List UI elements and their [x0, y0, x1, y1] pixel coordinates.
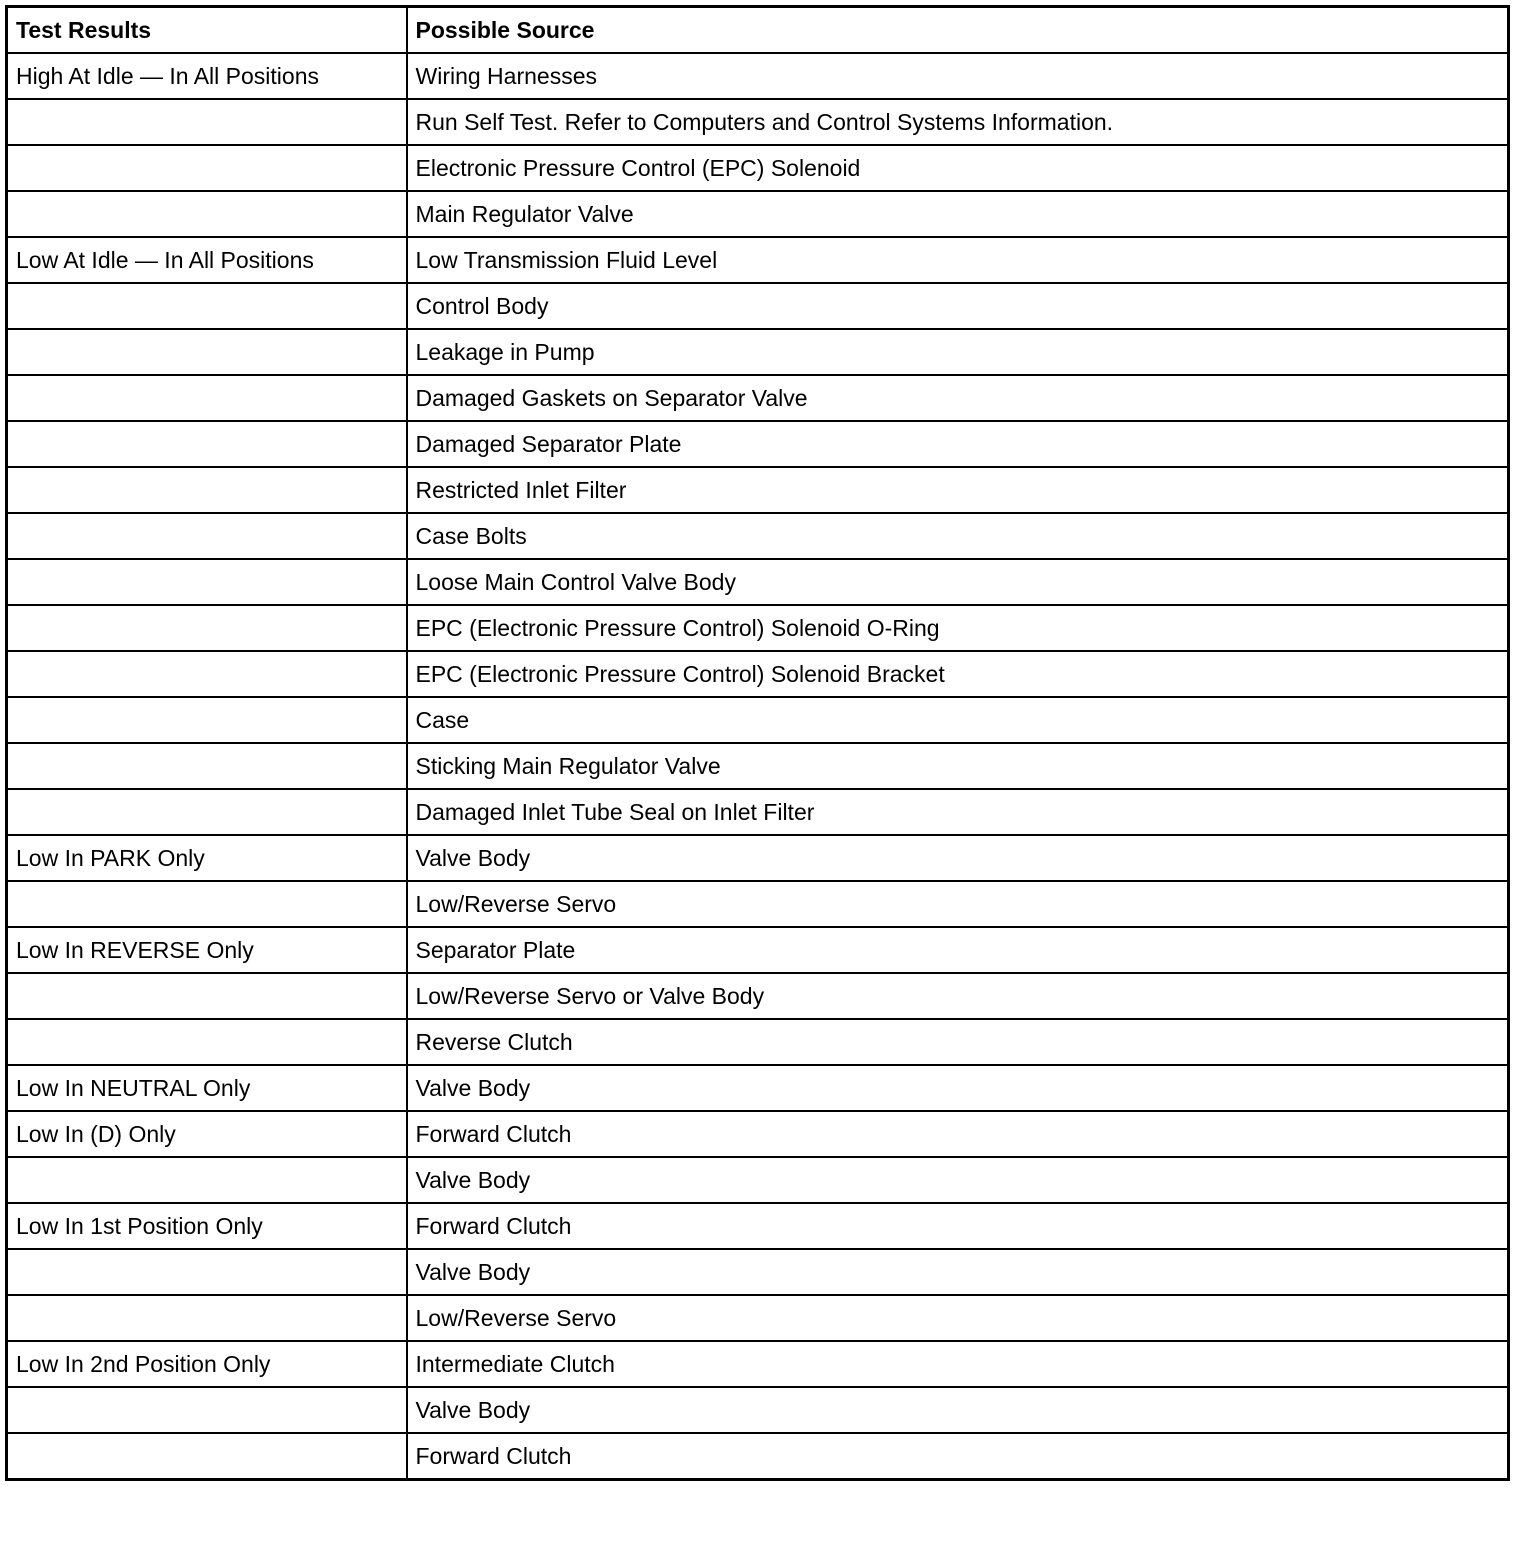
test-result-cell [7, 1433, 407, 1480]
possible-source-cell: Run Self Test. Refer to Computers and Control Systems Information. [407, 99, 1509, 145]
table-row [7, 191, 1509, 237]
test-result-cell [7, 973, 407, 1019]
possible-source-cell: Control Body [407, 283, 1509, 329]
possible-source-cell: Damaged Gaskets on Separator Valve [407, 375, 1509, 421]
table-row [7, 697, 1509, 743]
table-row [7, 1295, 1509, 1341]
possible-source-cell: Forward Clutch [407, 1203, 1509, 1249]
table-row [7, 53, 1509, 99]
test-result-cell: Low At Idle — In All Positions [7, 237, 407, 283]
table-row [7, 375, 1509, 421]
table-header-row [7, 7, 1509, 54]
possible-source-cell: EPC (Electronic Pressure Control) Solenoid Bracket [407, 651, 1509, 697]
table-body [7, 53, 1509, 1480]
possible-source-cell: Low/Reverse Servo [407, 1295, 1509, 1341]
possible-source-cell: Electronic Pressure Control (EPC) Solenoid [407, 145, 1509, 191]
test-result-cell [7, 651, 407, 697]
table-row [7, 1019, 1509, 1065]
test-result-cell: Low In (D) Only [7, 1111, 407, 1157]
possible-source-cell: Valve Body [407, 1065, 1509, 1111]
table-row [7, 329, 1509, 375]
possible-source-cell: Valve Body [407, 1157, 1509, 1203]
table-row [7, 1249, 1509, 1295]
test-result-cell [7, 605, 407, 651]
table-row [7, 1433, 1509, 1480]
table-row [7, 881, 1509, 927]
table-row [7, 237, 1509, 283]
possible-source-cell: Leakage in Pump [407, 329, 1509, 375]
possible-source-cell: Damaged Separator Plate [407, 421, 1509, 467]
table-row [7, 421, 1509, 467]
test-result-cell: Low In REVERSE Only [7, 927, 407, 973]
possible-source-cell: Low/Reverse Servo or Valve Body [407, 973, 1509, 1019]
test-result-cell [7, 1157, 407, 1203]
table-row [7, 559, 1509, 605]
header-possible-source: Possible Source [407, 7, 1509, 54]
test-result-cell [7, 467, 407, 513]
test-result-cell [7, 283, 407, 329]
possible-source-cell: Damaged Inlet Tube Seal on Inlet Filter [407, 789, 1509, 835]
table-row [7, 283, 1509, 329]
test-result-cell [7, 789, 407, 835]
table-row [7, 1065, 1509, 1111]
possible-source-cell: Reverse Clutch [407, 1019, 1509, 1065]
test-result-cell: High At Idle — In All Positions [7, 53, 407, 99]
test-result-cell [7, 375, 407, 421]
possible-source-cell: Low Transmission Fluid Level [407, 237, 1509, 283]
test-result-cell: Low In 2nd Position Only [7, 1341, 407, 1387]
table-row [7, 973, 1509, 1019]
test-result-cell [7, 559, 407, 605]
table-row [7, 835, 1509, 881]
test-result-cell: Low In PARK Only [7, 835, 407, 881]
table-row [7, 99, 1509, 145]
table-row [7, 651, 1509, 697]
possible-source-cell: Valve Body [407, 835, 1509, 881]
test-result-cell [7, 697, 407, 743]
possible-source-cell: Forward Clutch [407, 1433, 1509, 1480]
test-result-cell [7, 881, 407, 927]
possible-source-cell: Intermediate Clutch [407, 1341, 1509, 1387]
test-result-cell [7, 1387, 407, 1433]
test-result-cell [7, 145, 407, 191]
table-row [7, 467, 1509, 513]
header-test-results: Test Results [7, 7, 407, 54]
possible-source-cell: Low/Reverse Servo [407, 881, 1509, 927]
test-result-cell: Low In NEUTRAL Only [7, 1065, 407, 1111]
table-row [7, 1341, 1509, 1387]
test-result-cell [7, 99, 407, 145]
test-result-cell [7, 191, 407, 237]
test-result-cell [7, 1295, 407, 1341]
possible-source-cell: EPC (Electronic Pressure Control) Solenoid O-Ring [407, 605, 1509, 651]
table-row [7, 145, 1509, 191]
table-row [7, 743, 1509, 789]
table-row [7, 1387, 1509, 1433]
test-result-cell [7, 421, 407, 467]
possible-source-cell: Loose Main Control Valve Body [407, 559, 1509, 605]
diagnosis-table [5, 5, 1510, 1481]
table-row [7, 605, 1509, 651]
possible-source-cell: Forward Clutch [407, 1111, 1509, 1157]
table-row [7, 1203, 1509, 1249]
possible-source-cell: Case [407, 697, 1509, 743]
test-result-cell [7, 329, 407, 375]
table-row [7, 1111, 1509, 1157]
table-row [7, 1157, 1509, 1203]
test-result-cell [7, 1019, 407, 1065]
table-row [7, 789, 1509, 835]
test-result-cell [7, 513, 407, 559]
possible-source-cell: Valve Body [407, 1387, 1509, 1433]
possible-source-cell: Case Bolts [407, 513, 1509, 559]
possible-source-cell: Wiring Harnesses [407, 53, 1509, 99]
table-row [7, 513, 1509, 559]
test-result-cell [7, 1249, 407, 1295]
possible-source-cell: Main Regulator Valve [407, 191, 1509, 237]
test-result-cell: Low In 1st Position Only [7, 1203, 407, 1249]
possible-source-cell: Valve Body [407, 1249, 1509, 1295]
table-row [7, 927, 1509, 973]
test-result-cell [7, 743, 407, 789]
possible-source-cell: Restricted Inlet Filter [407, 467, 1509, 513]
possible-source-cell: Sticking Main Regulator Valve [407, 743, 1509, 789]
possible-source-cell: Separator Plate [407, 927, 1509, 973]
